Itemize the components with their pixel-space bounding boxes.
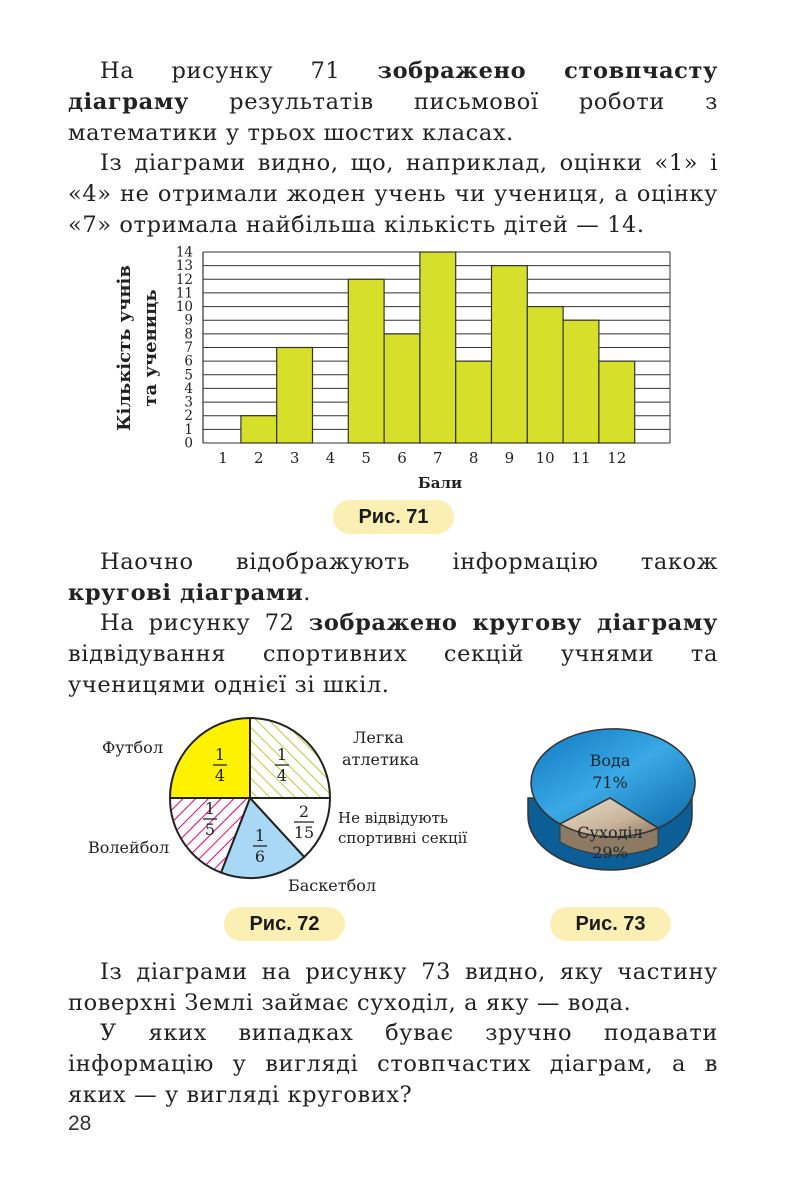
bar-chart-fig71 (100, 240, 700, 502)
caption-fig72: Рис. 72 (224, 907, 345, 941)
svg-text:2: 2 (298, 802, 310, 821)
pie-chart-fig72 (80, 710, 500, 900)
svg-text:1: 1 (204, 799, 216, 818)
label-land: Суходіл (577, 823, 643, 842)
svg-text:6: 6 (254, 847, 266, 866)
svg-text:4: 4 (276, 766, 288, 785)
bar-12 (599, 361, 635, 443)
percent-land: 29% (592, 843, 628, 862)
bar-8 (456, 361, 492, 443)
paragraph-1-bold: зображено стовпчасту діаграму (68, 58, 718, 115)
fraction-athletics (275, 745, 289, 785)
paragraph-5 (68, 957, 718, 1019)
bar-7 (420, 252, 456, 443)
paragraph-4 (68, 608, 718, 701)
y-tick-label: 8 (184, 326, 193, 343)
y-axis-label-line2: та учениць (140, 289, 161, 407)
y-tick-label: 2 (184, 408, 193, 425)
y-axis-label-line1: Кількість учнів (114, 265, 135, 431)
label-basketball: Баскетбол (288, 876, 377, 895)
y-tick-label: 13 (175, 258, 193, 275)
y-tick-label: 3 (184, 394, 193, 411)
y-tick-label: 4 (184, 380, 193, 397)
fraction-basketball (253, 826, 267, 866)
paragraph-4-text-a: На рисунку 72 (100, 610, 309, 636)
label-athletics-line2: атлетика (342, 750, 420, 769)
paragraph-2 (68, 148, 718, 241)
y-tick-label: 12 (175, 271, 193, 288)
fraction-volleyball (203, 799, 217, 839)
y-tick-label: 0 (184, 435, 193, 452)
pie-chart-fig73 (520, 728, 700, 878)
y-tick-label: 14 (175, 244, 193, 261)
paragraph-3 (68, 547, 718, 609)
svg-text:1: 1 (276, 745, 288, 764)
paragraph-4-text-c: відвідування спортивних секцій учнями та ученицями однієї зі шкіл. (68, 641, 718, 698)
x-tick-label: 2 (254, 449, 264, 467)
paragraph-1 (68, 56, 718, 149)
x-tick-label: 11 (571, 449, 591, 467)
y-tick-label: 1 (184, 421, 193, 438)
svg-text:15: 15 (293, 823, 315, 842)
label-football: Футбол (102, 738, 163, 757)
label-volleyball: Волейбол (88, 838, 170, 857)
x-axis-label: Бали (417, 474, 463, 492)
page-number: 28 (68, 1112, 92, 1135)
x-tick-label: 10 (535, 449, 555, 467)
paragraph-2-text: Із діаграми видно, що, наприклад, оцінки «1» і «4» не отримали жоден учень чи учениця, а оцінку «7» отримала найбільша кількість дітей — 14. (68, 150, 718, 238)
x-tick-label: 12 (607, 449, 627, 467)
paragraph-3-text-a: Наочно відображують інформацію також (100, 549, 718, 575)
y-tick-label: 9 (184, 312, 193, 329)
y-tick-label: 6 (184, 353, 193, 370)
pie-slice-football (170, 718, 250, 798)
label-athletics-line1: Легка (353, 728, 404, 747)
x-tick-label: 8 (468, 449, 479, 467)
paragraph-6-text: У яких випадках буває зручно подавати інформацію у вигляді стовпчастих діаграм, а в яких — у вигляді кругових? (68, 1020, 718, 1108)
paragraph-1-text-c: результатів письмової роботи з математики у трьох шостих класах. (68, 89, 718, 146)
bar-5 (348, 279, 384, 443)
percent-water: 71% (592, 773, 628, 792)
bar-11 (563, 320, 599, 443)
svg-text:1: 1 (254, 826, 266, 845)
svg-text:5: 5 (204, 820, 216, 839)
svg-text:1: 1 (214, 745, 226, 764)
bar-6 (384, 334, 420, 443)
x-tick-label: 7 (433, 449, 443, 467)
x-tick-label: 6 (397, 449, 407, 467)
pie-slice-athletics (250, 718, 330, 798)
bar-2 (241, 416, 277, 443)
x-tick-label: 4 (325, 449, 336, 467)
y-tick-label: 10 (175, 299, 193, 316)
x-tick-label: 9 (504, 449, 515, 467)
y-tick-label: 11 (175, 285, 193, 302)
bar-10 (527, 307, 563, 443)
paragraph-1-text-a: На рисунку 71 (100, 58, 378, 84)
caption-fig71: Рис. 71 (333, 500, 454, 534)
svg-text:4: 4 (214, 766, 226, 785)
bar-3 (277, 348, 313, 444)
fraction-football (213, 745, 227, 785)
caption-fig73: Рис. 73 (550, 907, 671, 941)
paragraph-4-bold: зображено кругову діаграму (308, 610, 718, 636)
y-tick-label: 5 (184, 367, 193, 384)
paragraph-3-bold: кругові діаграми (68, 580, 304, 606)
paragraph-5-text: Із діаграми на рисунку 73 видно, яку частину поверхні Землі займає суходіл, а яку — вода. (68, 959, 718, 1016)
label-not-attending-line2: спортивні секції (338, 829, 468, 847)
label-water: Вода (589, 751, 631, 770)
paragraph-3-text-c: . (303, 580, 312, 606)
x-tick-label: 1 (218, 449, 228, 467)
label-not-attending-line1: Не відвідують (338, 809, 449, 827)
bar-9 (492, 266, 528, 443)
x-tick-label: 5 (361, 449, 371, 467)
paragraph-6 (68, 1018, 718, 1111)
x-tick-label: 3 (289, 449, 300, 467)
y-tick-label: 7 (184, 340, 193, 356)
